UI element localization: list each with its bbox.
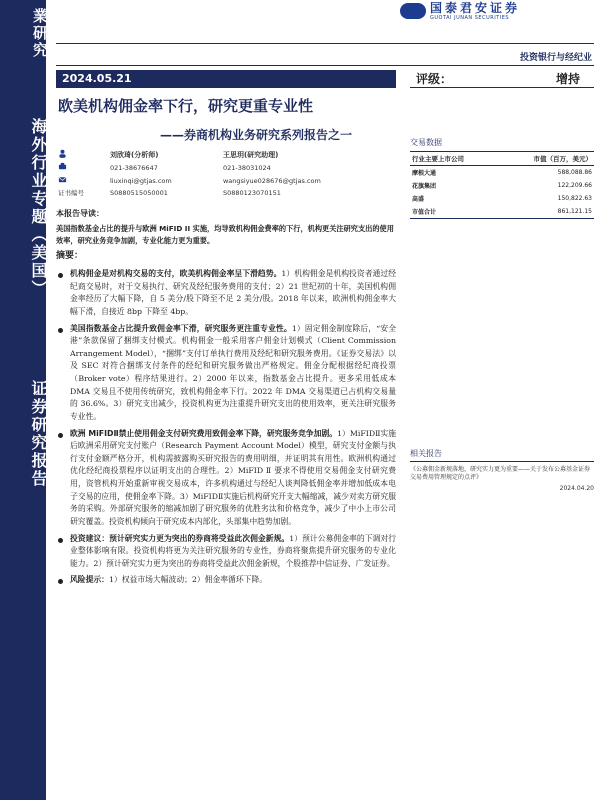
related-report-link[interactable]: 《公募佣金新规落地，研究实力更为重要——关于发布公募基金证券交易费用管理规定的点评》 — [410, 466, 591, 482]
item-lead: 美国指数基金占比提升致佣金率下滑，研究服务更注重专业性。 — [70, 323, 292, 333]
author-email-1: liuxinqi@gtjas.com — [110, 176, 172, 185]
bullet-icon — [58, 538, 63, 543]
rating-value: 增持 — [555, 72, 580, 86]
list-item — [56, 574, 396, 587]
rating-box — [410, 70, 594, 88]
trade-data-table — [410, 151, 594, 219]
related-reports-title: 相关报告 — [410, 448, 594, 462]
table-row — [410, 192, 594, 205]
list-item — [56, 268, 396, 319]
item-text: 1）固定佣金制度除后，“安全港”条款保留了捆绑支付模式。机构佣金一般采用客户佣金计划模式（Client Commission Arrangement Model），“捆绑”支付订单执行费用及经纪和研究服务费用。《证券交易法》以及 SEC 对符合捆绑支付条件的经纪和研究服务做出严格规定。佣金分配根据经纪商投票（Broker vote）程序结果进行。2）2000 年以来，指数基金占比提升。更多采用低成本 DMA 交易且不使用传统研究，致机构佣金率下行。2022 年 DMA 交易渠道已占机构交易量的 36.6%。3）研究支出减少，投资机构更为注重提升研究支出的使用效率，更关注研究服务专业性。 — [70, 323, 396, 421]
logo-mark-icon — [400, 3, 426, 19]
report-body — [56, 208, 396, 587]
company-name: 高盛 — [412, 196, 425, 203]
report-subtitle: ——券商机构业务研究系列报告之一 — [160, 128, 353, 142]
item-text: 1）机构佣金是机构投资者通过经纪商交易时，对于交易执行、研究及经纪服务费用的支付；2）21 世纪初的十年，美国机构佣金率经历了大幅下降，自 5 美分/股下降至不足 2 美分/股。2018 年以来，欧洲机构佣金率大幅下滑，自接近 8bp 下降至 4bp。 — [70, 269, 397, 316]
rating-label: 评级： — [416, 72, 453, 86]
company-logo — [400, 0, 598, 22]
market-cap-value: 122,209.66 — [557, 182, 592, 189]
list-item — [56, 533, 396, 571]
trade-data-panel — [410, 137, 594, 219]
abstract-heading: 摘要： — [56, 251, 84, 262]
list-item — [56, 323, 396, 424]
table-row — [410, 166, 594, 180]
logo-chinese-name: 国泰君安证券 — [430, 0, 521, 15]
bullet-icon — [58, 273, 63, 278]
sidebar-report-kind: 证券研究报告 — [29, 380, 48, 488]
bullet-icon — [58, 328, 63, 333]
sidebar-top-label: 業研究 — [31, 8, 49, 59]
total-label: 市值合计 — [410, 205, 497, 219]
market-cap-value: 588,088.86 — [557, 169, 592, 176]
table-row — [410, 179, 594, 192]
item-lead: 欧洲 MiFIDⅡ禁止使用佣金支付研究费用致佣金率下降，研究服务竞争加剧。 — [70, 428, 338, 438]
item-lead: 机构佣金是对机构交易的支付，欧美机构佣金率呈下滑趋势。 — [70, 269, 282, 278]
item-text: 1）权益市场大幅波动；2）佣金率循环下降。 — [108, 575, 268, 585]
header-divider — [56, 43, 594, 44]
trade-col-company: 行业主要上市公司 — [410, 152, 497, 166]
author-block — [56, 148, 396, 198]
guide-heading: 本报告导读： — [56, 209, 104, 218]
item-text: 1）MiFIDⅡ实施后欧洲采用研究支付账户（Research Payment Account Model）模型，研究支付金额与执行支付金额严格分开，机构需披露购买研究报告的费用明细，并证明其有用性。欧洲机构通过优化经纪商投票程序以证明支出的合理性。2）MiFID Ⅱ 要求不得使用交易佣金支付研究费用，资管机构开始重新审视交易成本，许多机构通过与经纪人谈判降低佣金率并增加低成本电子交易的应用，使佣金率下降。3）MiFIDⅡ实施后机构研究开支大幅缩减，减少对卖方研究服务的采购。外部研究服务的缩减加剧了研究服务的优胜劣汰和价格竞争，减少了中小上市公司研究覆盖。投资机构倾向于研究成本内部化，头部集中趋势加剧。 — [70, 428, 396, 526]
sidebar-report-type: 海外行业专题（美国） — [29, 118, 48, 298]
sidebar — [0, 0, 49, 800]
related-report-date: 2024.04.20 — [559, 485, 594, 493]
author-phone-1: 021-38676647 — [110, 163, 158, 172]
bullet-icon — [58, 433, 63, 438]
market-cap-value: 150,822.63 — [557, 195, 592, 202]
table-row — [410, 205, 594, 219]
total-value: 861,121.15 — [497, 205, 594, 219]
report-title: 欧美机构佣金率下行，研究更重专业性 — [58, 97, 314, 115]
author-email-2: wangsiyue028676@gtjas.com — [222, 176, 321, 185]
trade-data-title: 交易数据 — [410, 138, 442, 147]
item-lead: 投资建议：预计研究实力更为突出的券商将受益此次佣金新规。 — [70, 533, 290, 543]
related-reports-panel — [410, 448, 594, 492]
phone-icon — [58, 162, 67, 171]
person-icon — [58, 149, 67, 158]
guide-text: 美国指数基金占比的提升与欧洲 MiFID II 实施，均导致机构佣金费率的下行，机构更关注研究支出的使用效率，研究业务竞争加剧，专业化能力更为重要。 — [56, 223, 394, 246]
author-phone-2: 021-38031024 — [222, 163, 271, 172]
industry-category: 投资银行与经纪业 — [519, 53, 592, 63]
certificate-label: 证书编号 — [58, 189, 84, 197]
report-date: 2024.05.21 — [56, 70, 396, 88]
item-text: 1）预计公募佣金率的下调对行业整体影响有限。投资机构将更为关注研究服务的专业性，券商将聚焦提升研究服务的专业化能力。2）预计研究实力更为突出的券商将受益此次佣金新规，个股推荐中信证券、广发证券。 — [70, 533, 396, 568]
bullet-icon — [58, 579, 63, 584]
logo-english-name: GUOTAI JUNAN SECURITIES — [430, 14, 510, 21]
item-lead: 风险提示： — [70, 575, 109, 585]
list-item — [56, 428, 396, 529]
author-cert-1: S0880515050001 — [110, 188, 168, 197]
author-name-2: 王思玥(研究助理) — [222, 150, 279, 159]
trade-col-market-cap: 市值（百万，美元） — [497, 152, 594, 166]
email-icon — [58, 175, 67, 184]
category-divider — [56, 65, 594, 66]
company-name: 摩根大通 — [412, 170, 437, 177]
company-name: 花旗集团 — [412, 183, 437, 190]
author-name-1: 刘欣琦(分析师) — [110, 150, 159, 159]
author-cert-2: S0880123070151 — [222, 188, 281, 197]
